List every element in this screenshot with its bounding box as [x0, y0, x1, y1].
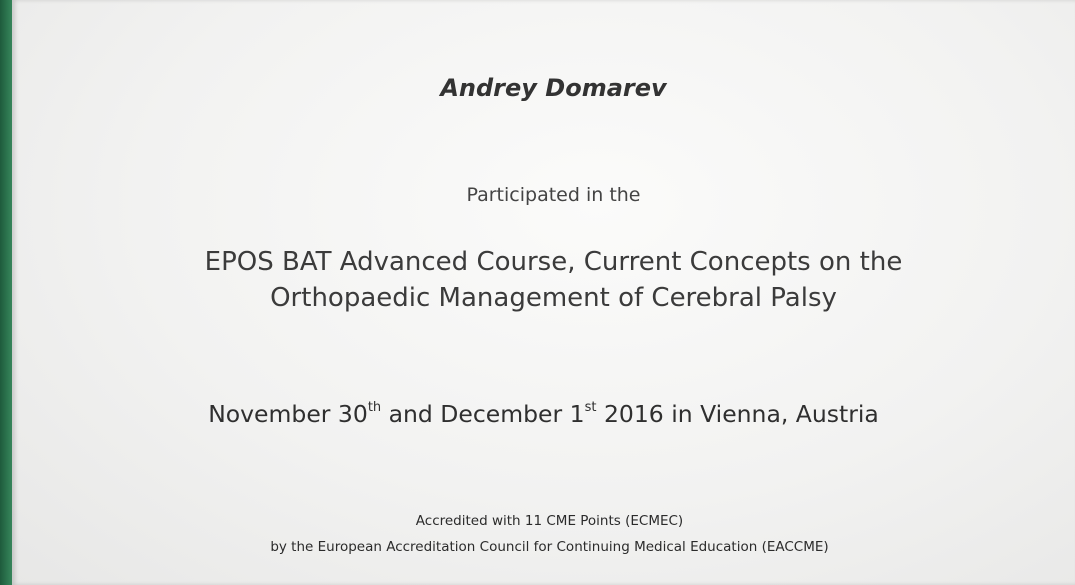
course-title-line-1: EPOS BAT Advanced Course, Current Concepts on the	[204, 247, 903, 277]
recipient-name: Andrey Domarev	[440, 74, 667, 102]
certificate-paper	[12, 0, 1075, 585]
dates-part-3: 2016 in Vienna, Austria	[596, 400, 879, 428]
accreditation-line-2: by the European Accreditation Council for Continuing Medical Education (EACCME)	[270, 539, 829, 555]
participated-text: Participated in the	[466, 184, 641, 206]
dates-superscript-2: st	[584, 400, 597, 415]
dates-superscript-1: th	[367, 400, 382, 415]
course-title	[22, 244, 1075, 316]
course-title-line-2: Orthopaedic Management of Cerebral Palsy	[270, 283, 837, 313]
dates-part-2: and December 1	[381, 400, 585, 428]
dates-part-1: November 30	[208, 400, 368, 428]
event-dates	[12, 400, 1075, 428]
accreditation-line-1: Accredited with 11 CME Points (ECMEC)	[415, 513, 684, 529]
